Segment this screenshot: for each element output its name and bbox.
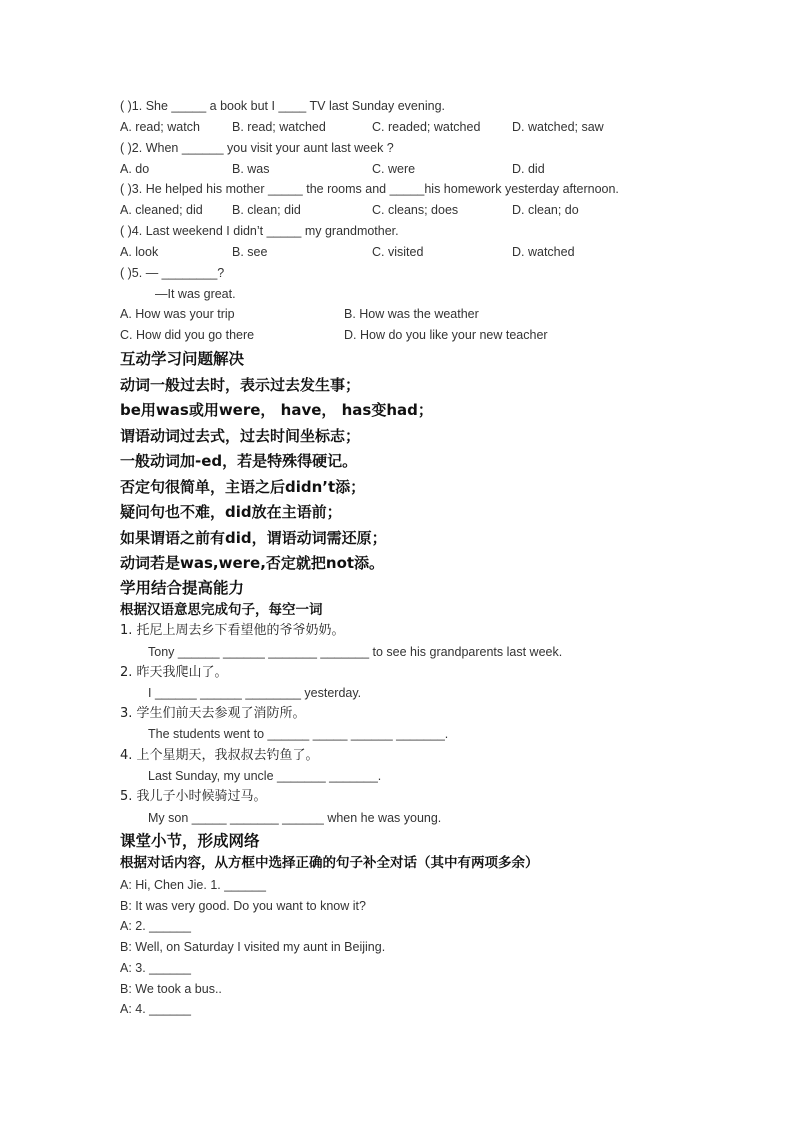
question-5-reply: —It was great. — [155, 287, 236, 301]
dialogue-line-3: A: 2. ______ — [120, 919, 191, 933]
q2-option-b: B. was — [232, 162, 270, 176]
translation-item-1-cn: 1. 托尼上周去乡下看望他的爷爷奶奶。 — [120, 623, 345, 638]
q2-option-a: A. do — [120, 162, 150, 176]
dialogue-line-7: A: 4. ______ — [120, 1002, 191, 1016]
translation-item-4-en: Last Sunday, my uncle _______ _______. — [148, 769, 382, 783]
q4-option-a: A. look — [120, 245, 159, 259]
q5-option-b: B. How was the weather — [344, 307, 479, 321]
translation-item-3-cn: 3. 学生们前天去参观了消防所。 — [120, 706, 306, 721]
q1-option-c: C. readed; watched — [372, 120, 481, 134]
question-5-stem: ( )5. — ________? — [120, 266, 225, 280]
apply-section-instruction: 根据汉语意思完成句子，每空一词 — [120, 602, 323, 618]
dialogue-line-4: B: Well, on Saturday I visited my aunt in Beijing. — [120, 940, 386, 954]
q5-option-c: C. How did you go there — [120, 328, 255, 342]
dialogue-line-5: A: 3. ______ — [120, 961, 191, 975]
translation-item-1-en: Tony ______ ______ _______ _______ to see his grandparents last week. — [148, 645, 563, 659]
q2-option-c: C. were — [372, 162, 416, 176]
translation-item-2-cn: 2. 昨天我爬山了。 — [120, 665, 228, 680]
grammar-rule-4: 一般动词加-ed，若是特殊得硬记。 — [120, 452, 358, 470]
q3-option-c: C. cleans; does — [372, 203, 459, 217]
q4-option-c: C. visited — [372, 245, 424, 259]
grammar-rule-2: be用was或用were， have， has变had； — [120, 401, 433, 419]
interactive-section-heading: 互动学习问题解决 — [120, 350, 245, 368]
q3-option-d: D. clean; do — [512, 203, 579, 217]
grammar-rule-8: 动词若是was,were,否定就把not添。 — [120, 554, 385, 572]
q3-option-b: B. clean; did — [232, 203, 301, 217]
q1-option-a: A. read; watch — [120, 120, 200, 134]
dialogue-line-6: B: We took a bus.. — [120, 982, 222, 996]
grammar-rule-5: 否定句很简单，主语之后didn’t添； — [120, 478, 366, 496]
question-2-stem: ( )2. When ______ you visit your aunt last week ? — [120, 141, 394, 155]
apply-section-heading: 学用结合提高能力 — [120, 579, 245, 597]
q3-option-a: A. cleaned; did — [120, 203, 203, 217]
q4-option-b: B. see — [232, 245, 268, 259]
q5-option-a: A. How was your trip — [120, 307, 235, 321]
translation-item-2-en: I ______ ______ ________ yesterday. — [148, 686, 362, 700]
question-1-stem: ( )1. She _____ a book but I ____ TV last Sunday evening. — [120, 99, 445, 113]
q5-option-d: D. How do you like your new teacher — [344, 328, 548, 342]
q1-option-b: B. read; watched — [232, 120, 326, 134]
grammar-rule-3: 谓语动词过去式，过去时间坐标志； — [120, 427, 361, 445]
summary-section-instruction: 根据对话内容，从方框中选择正确的句子补全对话（其中有两项多余） — [120, 855, 539, 871]
grammar-rule-6: 疑问句也不难，did放在主语前； — [120, 503, 342, 521]
dialogue-line-1: A: Hi, Chen Jie. 1. ______ — [120, 878, 266, 892]
question-4-stem: ( )4. Last weekend I didn’t _____ my grandmother. — [120, 224, 399, 238]
summary-section-heading: 课堂小节，形成网络 — [120, 832, 260, 850]
question-3-stem: ( )3. He helped his mother _____ the rooms and _____his homework yesterday afternoon. — [120, 182, 619, 196]
translation-item-3-en: The students went to ______ _____ ______ _______. — [148, 727, 449, 741]
translation-item-5-cn: 5. 我儿子小时候骑过马。 — [120, 789, 267, 804]
q4-option-d: D. watched — [512, 245, 575, 259]
grammar-rule-1: 动词一般过去时，表示过去发生事； — [120, 376, 361, 394]
translation-item-4-cn: 4. 上个星期天，我叔叔去钓鱼了。 — [120, 748, 319, 763]
translation-item-5-en: My son _____ _______ ______ when he was young. — [148, 811, 442, 825]
q1-option-d: D. watched; saw — [512, 120, 604, 134]
dialogue-line-2: B: It was very good. Do you want to know it? — [120, 899, 366, 913]
grammar-rule-7: 如果谓语之前有did，谓语动词需还原； — [120, 529, 387, 547]
q2-option-d: D. did — [512, 162, 545, 176]
